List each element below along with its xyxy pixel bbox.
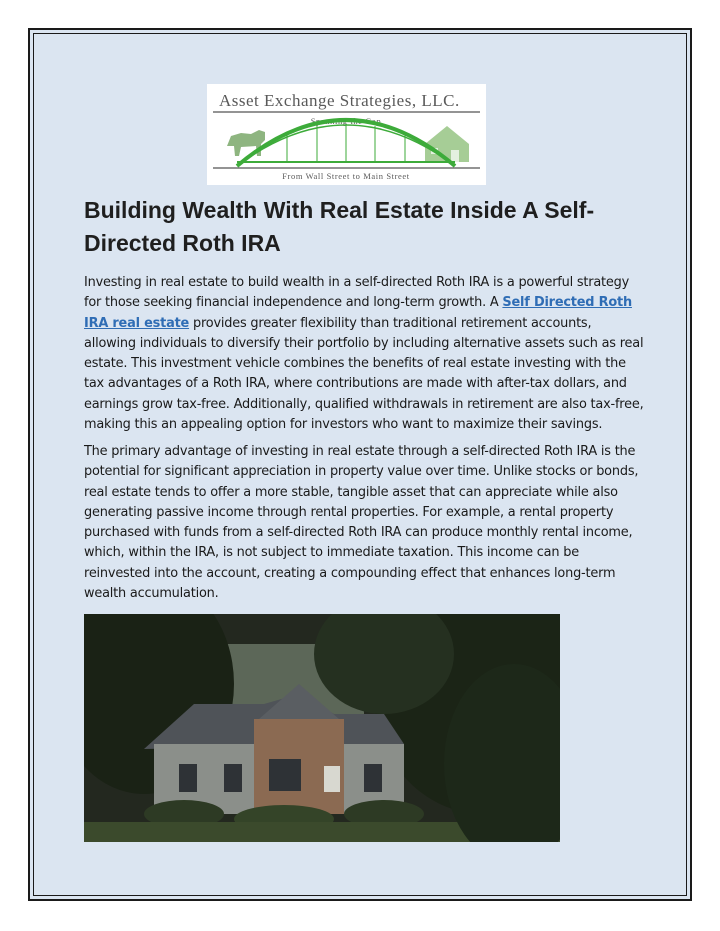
logo-company-name: Asset Exchange Strategies, LLC. xyxy=(219,91,460,110)
house-photo xyxy=(84,614,560,842)
bridge-arch-icon xyxy=(237,120,455,166)
logo-graphic xyxy=(207,84,486,185)
paragraph-1-text-start: Investing in real estate to build wealth in a self-directed Roth IRA is a powerful strategy for those seeking financial independence and long-term growth. A xyxy=(84,275,630,311)
bull-icon xyxy=(227,130,265,156)
house-icon xyxy=(425,126,469,162)
logo-footer: From Wall Street to Main Street xyxy=(282,171,410,181)
self-directed-roth-ira-link[interactable]: Self Directed Roth IRA real estate xyxy=(84,295,632,331)
company-logo xyxy=(207,84,486,185)
logo-tagline: Spanning the Gap xyxy=(310,116,382,126)
paragraph-1-text-end: provides greater flexibility than traditional retirement accounts, allowing individuals to diversify their portfolio by including alternative assets such as real estate. This investment vehicle combines the benefits of real estate investing with the tax advantages of a Roth IRA, where contributions are made with after-tax dollars, and earnings grow tax-free. Additionally, qualified withdrawals in retirement are also tax-free, making this an appealing option for investors who want to maximize their savings. xyxy=(84,315,644,432)
article-title: Building Wealth With Real Estate Inside A Self-Directed Roth IRA xyxy=(84,197,595,256)
house-photo-graphic xyxy=(84,614,560,842)
article-paragraph-1 xyxy=(84,273,644,435)
article-paragraph-2: The primary advantage of investing in real estate through a self-directed Roth IRA is the potential for significant appreciation in property value over time. Unlike stocks or bonds, real estate tends to offer a more stable, tangible asset that can appreciate while also generating passive income through rental properties. For example, a rental property purchased with funds from a self-directed Roth IRA can produce monthly rental income, which, within the IRA, is not subject to immediate taxation. This income can be reinvested into the account, creating a compounding effect that enhances long-term wealth accumulation. xyxy=(84,444,639,601)
